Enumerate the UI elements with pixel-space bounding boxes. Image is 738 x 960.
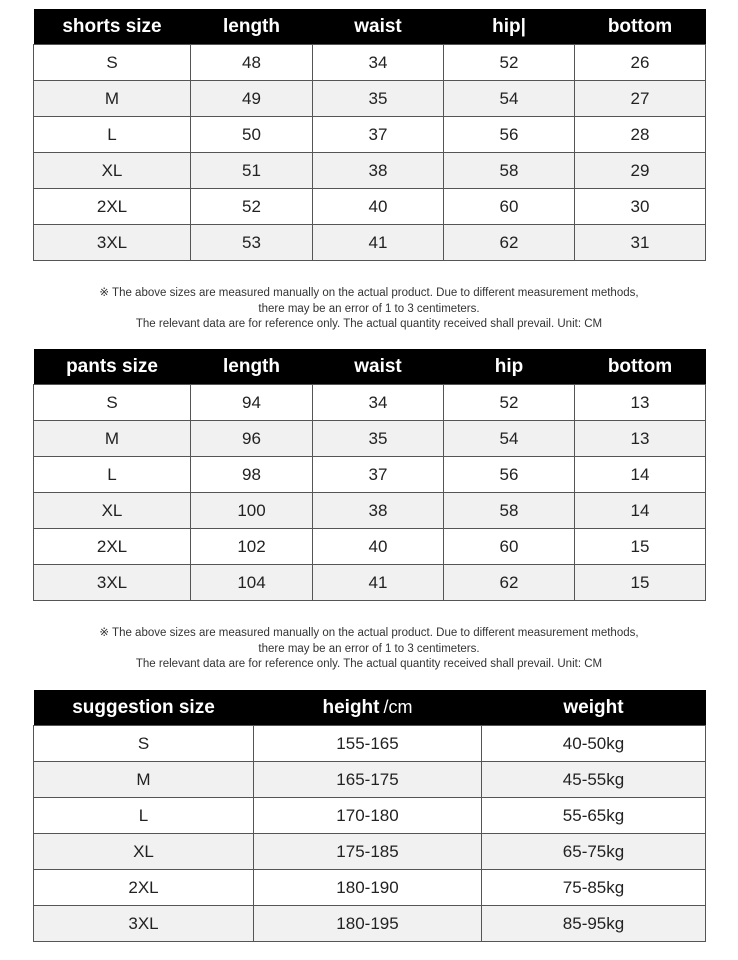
note-line: ※ The above sizes are measured manually on the actual product. Due to different measurement methods,: [99, 287, 639, 299]
table-cell: 53: [191, 225, 313, 261]
table-cell: 60: [444, 529, 575, 565]
table-cell: 37: [313, 117, 444, 153]
size-cell: M: [34, 421, 191, 457]
table-cell: 51: [191, 153, 313, 189]
weight-cell: 75-85kg: [482, 870, 706, 906]
table-cell: 30: [575, 189, 706, 225]
note-line: there may be an error of 1 to 3 centimeters.: [258, 302, 480, 315]
table-row: [34, 565, 706, 601]
table-cell: 100: [191, 493, 313, 529]
weight-cell: 45-55kg: [482, 762, 706, 798]
table-row: [34, 457, 706, 493]
table-cell: 14: [575, 457, 706, 493]
height-cell: 175-185: [254, 834, 482, 870]
table-header-row: [34, 349, 706, 385]
pants-size-table: [33, 349, 706, 601]
suggestion-size-table: [33, 690, 706, 942]
table-cell: 58: [444, 153, 575, 189]
weight-cell: 40-50kg: [482, 726, 706, 762]
size-cell: 3XL: [34, 565, 191, 601]
height-cell: 165-175: [254, 762, 482, 798]
size-cell: L: [34, 457, 191, 493]
header-cell: height /cm: [254, 690, 482, 726]
table-cell: 104: [191, 565, 313, 601]
size-cell: 2XL: [34, 529, 191, 565]
table-row: [34, 421, 706, 457]
weight-cell: 55-65kg: [482, 798, 706, 834]
weight-cell: 65-75kg: [482, 834, 706, 870]
size-cell: XL: [34, 834, 254, 870]
size-cell: M: [34, 81, 191, 117]
table-row: [34, 153, 706, 189]
size-cell: 2XL: [34, 870, 254, 906]
table-cell: 41: [313, 225, 444, 261]
table-cell: 58: [444, 493, 575, 529]
table-cell: 50: [191, 117, 313, 153]
table-header-row: [34, 9, 706, 45]
header-cell: length: [191, 349, 313, 385]
table-row: [34, 81, 706, 117]
table-cell: 94: [191, 385, 313, 421]
size-cell: S: [34, 726, 254, 762]
table-cell: 35: [313, 421, 444, 457]
table-cell: 38: [313, 493, 444, 529]
table-cell: 52: [191, 189, 313, 225]
height-unit: /cm: [383, 696, 413, 717]
header-cell: pants size: [34, 349, 191, 385]
table-cell: 26: [575, 45, 706, 81]
shorts-size-table: [33, 9, 706, 261]
table-cell: 41: [313, 565, 444, 601]
size-cell: M: [34, 762, 254, 798]
table-cell: 54: [444, 81, 575, 117]
table-cell: 14: [575, 493, 706, 529]
table-cell: 37: [313, 457, 444, 493]
header-cell: hip: [444, 349, 575, 385]
size-cell: XL: [34, 153, 191, 189]
table-cell: 13: [575, 421, 706, 457]
table-cell: 31: [575, 225, 706, 261]
size-cell: L: [34, 798, 254, 834]
table-cell: 29: [575, 153, 706, 189]
size-cell: L: [34, 117, 191, 153]
weight-cell: 85-95kg: [482, 906, 706, 942]
table-cell: 13: [575, 385, 706, 421]
header-cell: length: [191, 9, 313, 45]
table-row: [34, 834, 706, 870]
note-line: there may be an error of 1 to 3 centimeters.: [258, 642, 480, 655]
table-cell: 62: [444, 225, 575, 261]
height-cell: 170-180: [254, 798, 482, 834]
table-cell: 49: [191, 81, 313, 117]
table-cell: 35: [313, 81, 444, 117]
table-cell: 34: [313, 45, 444, 81]
table-cell: 34: [313, 385, 444, 421]
table-row: [34, 726, 706, 762]
size-cell: S: [34, 45, 191, 81]
table-cell: 98: [191, 457, 313, 493]
height-cell: 155-165: [254, 726, 482, 762]
measurement-note: [33, 286, 705, 333]
table-row: [34, 906, 706, 942]
size-cell: 3XL: [34, 225, 191, 261]
table-cell: 102: [191, 529, 313, 565]
note-line: The relevant data are for reference only. The actual quantity received shall prevail. Unit: CM: [135, 658, 603, 670]
header-cell: shorts size: [34, 9, 191, 45]
size-cell: 2XL: [34, 189, 191, 225]
header-cell: suggestion size: [34, 690, 254, 726]
header-cell: waist: [313, 349, 444, 385]
table-row: [34, 870, 706, 906]
table-row: [34, 798, 706, 834]
table-row: [34, 529, 706, 565]
header-cell: weight: [482, 690, 706, 726]
table-row: [34, 189, 706, 225]
header-cell: bottom: [575, 9, 706, 45]
table-cell: 40: [313, 529, 444, 565]
table-cell: 40: [313, 189, 444, 225]
table-cell: 56: [444, 457, 575, 493]
table-row: [34, 117, 706, 153]
table-cell: 96: [191, 421, 313, 457]
header-cell: bottom: [575, 349, 706, 385]
table-cell: 60: [444, 189, 575, 225]
table-cell: 15: [575, 565, 706, 601]
size-cell: XL: [34, 493, 191, 529]
height-cell: 180-195: [254, 906, 482, 942]
measurement-note: [33, 626, 705, 673]
table-row: [34, 45, 706, 81]
table-cell: 27: [575, 81, 706, 117]
header-cell: waist: [313, 9, 444, 45]
size-cell: 3XL: [34, 906, 254, 942]
height-cell: 180-190: [254, 870, 482, 906]
header-cell: hip|: [444, 9, 575, 45]
table-cell: 48: [191, 45, 313, 81]
table-header-row: [34, 690, 706, 726]
size-cell: S: [34, 385, 191, 421]
table-cell: 15: [575, 529, 706, 565]
table-row: [34, 493, 706, 529]
table-row: [34, 225, 706, 261]
table-cell: 62: [444, 565, 575, 601]
table-cell: 54: [444, 421, 575, 457]
table-cell: 28: [575, 117, 706, 153]
table-cell: 38: [313, 153, 444, 189]
table-cell: 52: [444, 385, 575, 421]
table-cell: 52: [444, 45, 575, 81]
table-cell: 56: [444, 117, 575, 153]
table-row: [34, 762, 706, 798]
note-line: The relevant data are for reference only. The actual quantity received shall prevail. Unit: CM: [135, 318, 603, 330]
note-line: ※ The above sizes are measured manually on the actual product. Due to different measurement methods,: [99, 627, 639, 639]
table-row: [34, 385, 706, 421]
